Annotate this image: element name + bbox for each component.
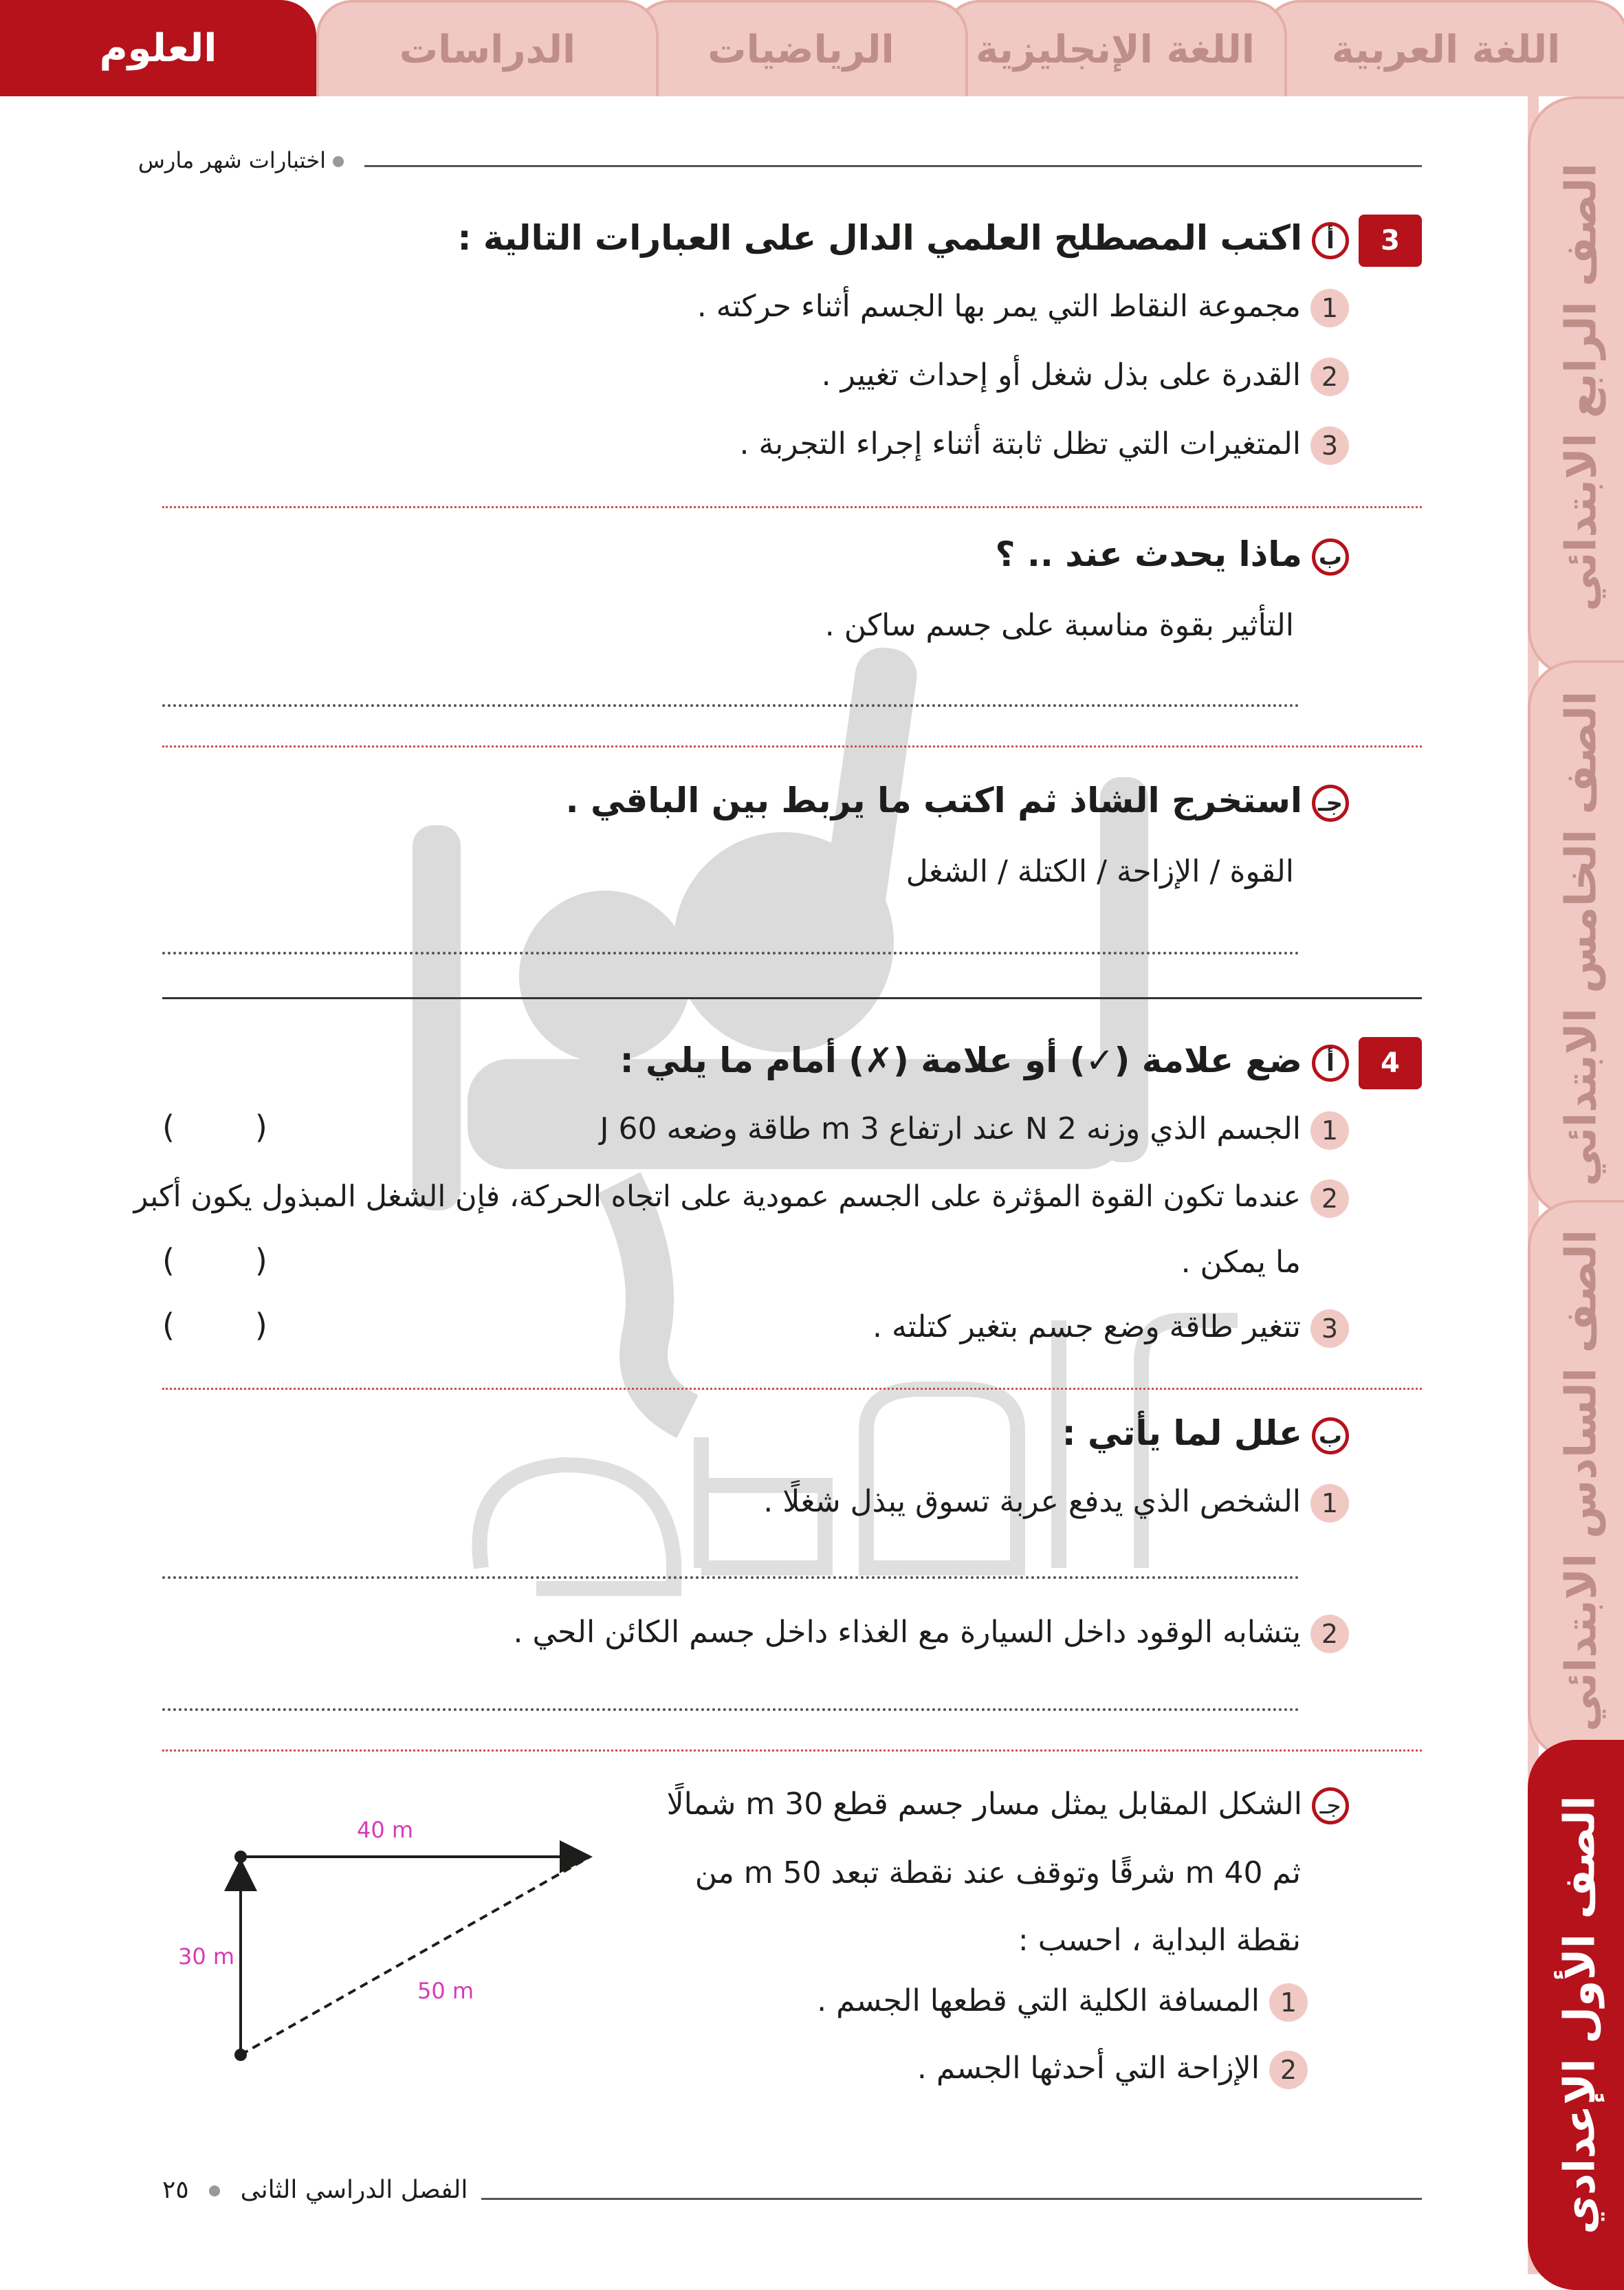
- q3a-item-3: [739, 424, 1349, 465]
- corner-point: [234, 1851, 247, 1863]
- label-east: 40 m: [356, 1817, 414, 1843]
- q4c-line-2: ثم 40 m شرقًا وتوقف عند نقطة تبعد 50 m من: [694, 1855, 1301, 1890]
- q3a-item-1: [697, 286, 1349, 327]
- q4c-item-2-text: الإزاحة التي أحدثها الجسم .: [917, 2051, 1260, 2086]
- q3a-item-3-text: المتغيرات التي تظل ثابتة أثناء إجراء التجربة .: [739, 426, 1301, 461]
- tab-math-label: الرياضيات: [707, 27, 895, 72]
- q4a-title: ضع علامة (✓) أو علامة (✗) أمام ما يلي :: [619, 1040, 1302, 1080]
- separator: [162, 1749, 1422, 1752]
- q4c-item-2: [917, 2048, 1308, 2089]
- tab-science[interactable]: [0, 0, 316, 96]
- section-divider: [162, 997, 1422, 999]
- q4a-letter: أ: [1312, 1045, 1349, 1082]
- footer-rule: [481, 2198, 1422, 2200]
- q4c-item-1: [817, 1981, 1308, 2022]
- side-tab-grade6-label: الصف السادس الابتدائي: [1555, 1229, 1606, 1732]
- label-north: 30 m: [177, 1943, 235, 1970]
- tab-english-label: اللغة الإنجليزية: [976, 27, 1255, 72]
- header-bullet-icon: [333, 156, 344, 167]
- side-tab-grade6[interactable]: [1528, 1200, 1624, 1760]
- start-point: [234, 2049, 247, 2061]
- q4c-item-1-text: المسافة الكلية التي قطعها الجسم .: [817, 1983, 1260, 2018]
- q3a-item-2-number: 2: [1310, 358, 1349, 396]
- q4c-line-3: نقطة البداية ، احسب :: [1018, 1923, 1301, 1958]
- q4a-item-3: [873, 1307, 1349, 1348]
- q4b-item-1: [763, 1481, 1349, 1523]
- q4a-item-1-number: 1: [1310, 1111, 1349, 1150]
- question-4-badge: [1359, 1037, 1422, 1089]
- q4a-item-1: [600, 1109, 1349, 1150]
- q4a-item-2-answer-box[interactable]: ( ): [162, 1242, 267, 1279]
- q3a-letter: أ: [1312, 222, 1349, 259]
- q4a-item-3-number: 3: [1310, 1309, 1349, 1348]
- page-number: ٢٥: [162, 2176, 189, 2204]
- q3b-letter: ب: [1312, 538, 1349, 576]
- q3c-letter: جـ: [1312, 785, 1349, 822]
- q3c-title: استخرج الشاذ ثم اكتب ما يربط بين الباقي .: [565, 781, 1302, 820]
- q4a-item-2-cont: ما يمكن .: [1181, 1245, 1301, 1280]
- q3b-answer-line[interactable]: [162, 704, 1299, 707]
- q3c-heading: [566, 780, 1349, 822]
- header-title-wrap: [103, 147, 344, 173]
- separator: [162, 745, 1422, 748]
- q3c-text: القوة / الإزاحة / الكتلة / الشغل: [906, 854, 1294, 889]
- separator: [162, 506, 1422, 508]
- q4c-letter: جـ: [1312, 1787, 1349, 1824]
- q3b-heading: [995, 534, 1349, 576]
- q3b-text: التأثير بقوة مناسبة على جسم ساكن .: [824, 608, 1294, 643]
- question-3-badge: [1359, 215, 1422, 267]
- tab-social-studies-label: الدراسات: [399, 27, 576, 72]
- q3c-answer-line[interactable]: [162, 952, 1299, 955]
- tab-social-studies[interactable]: [316, 0, 659, 96]
- q4a-item-2: [133, 1176, 1349, 1218]
- q3a-title: اكتب المصطلح العلمي الدال على العبارات التالية :: [457, 218, 1302, 258]
- q4c-item-1-number: 1: [1269, 1983, 1308, 2022]
- q4a-item-1-answer-box[interactable]: ( ): [162, 1109, 267, 1146]
- question-4-number: 4: [1381, 1047, 1400, 1079]
- q3a-item-1-text: مجموعة النقاط التي يمر بها الجسم أثناء حركته .: [696, 289, 1301, 324]
- q4a-item-2-text: عندما تكون القوة المؤثرة على الجسم عمودية على اتجاه الحركة، فإن الشغل المبذول يكون أكبر: [133, 1179, 1301, 1214]
- q4a-item-1-text: الجسم الذي وزنه 2 N عند ارتفاع 3 m طاقة وضعه 60 J: [600, 1111, 1301, 1146]
- q3a-item-2: [822, 355, 1349, 396]
- q4b-letter: ب: [1312, 1417, 1349, 1454]
- question-3-number: 3: [1381, 225, 1400, 257]
- q4a-item-2-number: 2: [1310, 1179, 1349, 1218]
- q4b-item-2-answer-line[interactable]: [162, 1708, 1299, 1711]
- q3a-heading: [458, 217, 1349, 259]
- q4b-item-1-answer-line[interactable]: [162, 1576, 1299, 1579]
- tab-math[interactable]: [634, 0, 968, 96]
- q4b-item-2: [513, 1612, 1349, 1653]
- tab-arabic[interactable]: [1264, 0, 1624, 96]
- side-tab-prep1[interactable]: [1528, 1740, 1624, 2290]
- q3b-title: ماذا يحدث عند .. ؟: [995, 534, 1302, 574]
- q4c-line-1-text: الشكل المقابل يمثل مسار جسم قطع 30 m شمالًا: [666, 1787, 1302, 1822]
- q4a-heading: [620, 1040, 1349, 1082]
- tab-arabic-label: اللغة العربية: [1331, 27, 1561, 72]
- side-tab-grade5[interactable]: [1528, 660, 1624, 1217]
- path-displacement-line: [241, 1857, 590, 2055]
- label-displacement: 50 m: [417, 1978, 474, 2004]
- side-tab-grade4[interactable]: [1528, 96, 1624, 677]
- header-rule: [364, 165, 1422, 167]
- header-title: اختبارات شهر مارس: [138, 147, 326, 173]
- q4c-line-1: [667, 1784, 1349, 1825]
- side-tab-prep1-label: الصف الأول الإعدادي: [1554, 1796, 1605, 2234]
- footer-text: الفصل الدراسي الثانى: [240, 2176, 468, 2204]
- separator: [162, 1388, 1422, 1390]
- footer: [162, 2176, 468, 2204]
- q3a-item-3-number: 3: [1310, 426, 1349, 465]
- footer-bullet-icon: [209, 2185, 220, 2196]
- q4b-item-1-number: 1: [1310, 1484, 1349, 1523]
- q3a-item-2-text: القدرة على بذل شغل أو إحداث تغيير .: [821, 358, 1301, 393]
- q3a-item-1-number: 1: [1310, 289, 1349, 327]
- q4b-title: علل لما يأتي :: [1062, 1413, 1302, 1453]
- tab-science-label: العلوم: [99, 25, 217, 71]
- q4a-item-3-answer-box[interactable]: ( ): [162, 1307, 267, 1344]
- q4c-item-2-number: 2: [1269, 2051, 1308, 2089]
- path-diagram: [158, 1795, 612, 2070]
- q4b-item-2-text: يتشابه الوقود داخل السيارة مع الغذاء داخل جسم الكائن الحي .: [513, 1615, 1301, 1650]
- q4b-item-1-text: الشخص الذي يدفع عربة تسوق يبذل شغلًا .: [763, 1484, 1301, 1519]
- side-tab-grade5-label: الصف الخامس الابتدائي: [1555, 690, 1606, 1187]
- side-tab-grade4-label: الصف الرابع الابتدائي: [1555, 162, 1606, 611]
- tab-english[interactable]: [943, 0, 1287, 96]
- q4b-item-2-number: 2: [1310, 1615, 1349, 1653]
- q4b-heading: [1062, 1413, 1349, 1454]
- q4a-item-3-text: تتغير طاقة وضع جسم بتغير كتلته .: [873, 1309, 1301, 1344]
